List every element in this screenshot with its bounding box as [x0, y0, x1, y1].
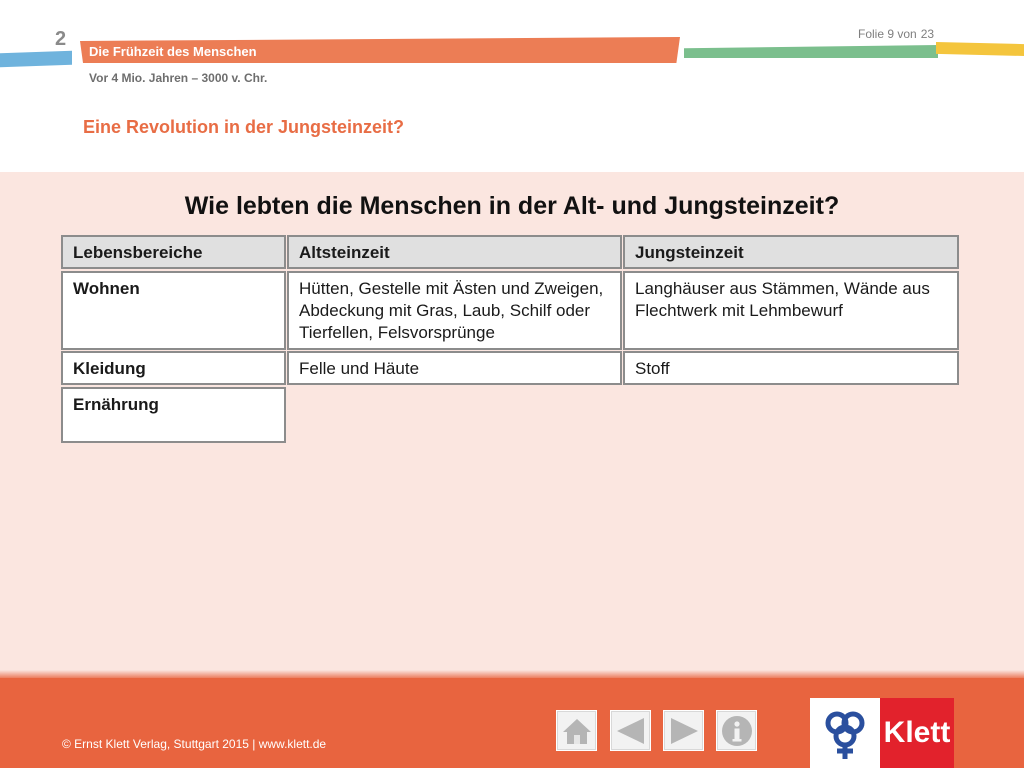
decorative-stripe-yellow	[936, 42, 1024, 56]
period-subtitle: Vor 4 Mio. Jahren – 3000 v. Chr.	[89, 71, 268, 85]
table-header-cell: Jungsteinzeit	[623, 235, 959, 269]
arrow-left-icon	[614, 714, 648, 748]
copyright-notice: © Ernst Klett Verlag, Stuttgart 2015 | www.klett.de	[62, 737, 327, 751]
previous-slide-button[interactable]	[610, 710, 651, 751]
table-header-cell: Altsteinzeit	[287, 235, 622, 269]
chapter-number: 2	[55, 28, 67, 50]
table-row-label: Wohnen	[61, 271, 286, 350]
table-row-label: Ernährung	[61, 387, 286, 443]
klett-logo	[810, 698, 954, 768]
table-cell: Hütten, Gestelle mit Ästen und Zweigen, Abdeckung mit Gras, Laub, Schilf oder Tierfellen, Felsvorsprünge	[287, 271, 622, 350]
table-header-cell: Lebensbereiche	[61, 235, 286, 269]
klett-wordmark: Klett	[880, 698, 954, 768]
question-heading: Wie lebten die Menschen in der Alt- und Jungsteinzeit?	[184, 192, 840, 220]
home-icon	[560, 714, 594, 748]
info-button[interactable]	[716, 710, 757, 751]
table-cell: Felle und Häute	[287, 351, 622, 385]
slide-counter-total: 23	[920, 27, 935, 41]
section-title: Eine Revolution in der Jungsteinzeit?	[83, 117, 405, 137]
slide-header	[0, 0, 1024, 172]
slide-counter-label: Folie 9 von	[858, 27, 917, 41]
chapter-title: Die Frühzeit des Menschen	[89, 44, 257, 59]
arrow-right-icon	[667, 714, 701, 748]
next-slide-button[interactable]	[663, 710, 704, 751]
info-icon	[720, 714, 754, 748]
decorative-stripe-blue	[0, 51, 72, 68]
home-button[interactable]	[556, 710, 597, 751]
slide-footer	[0, 678, 1024, 768]
table-cell: Stoff	[623, 351, 959, 385]
slide-content	[0, 172, 1024, 670]
klett-clover-icon	[810, 698, 880, 768]
slide-counter	[858, 27, 938, 41]
table-row-label: Kleidung	[61, 351, 286, 385]
decorative-stripe-green	[684, 45, 938, 58]
table-cell: Langhäuser aus Stämmen, Wände aus Flechtwerk mit Lehmbewurf	[623, 271, 959, 350]
